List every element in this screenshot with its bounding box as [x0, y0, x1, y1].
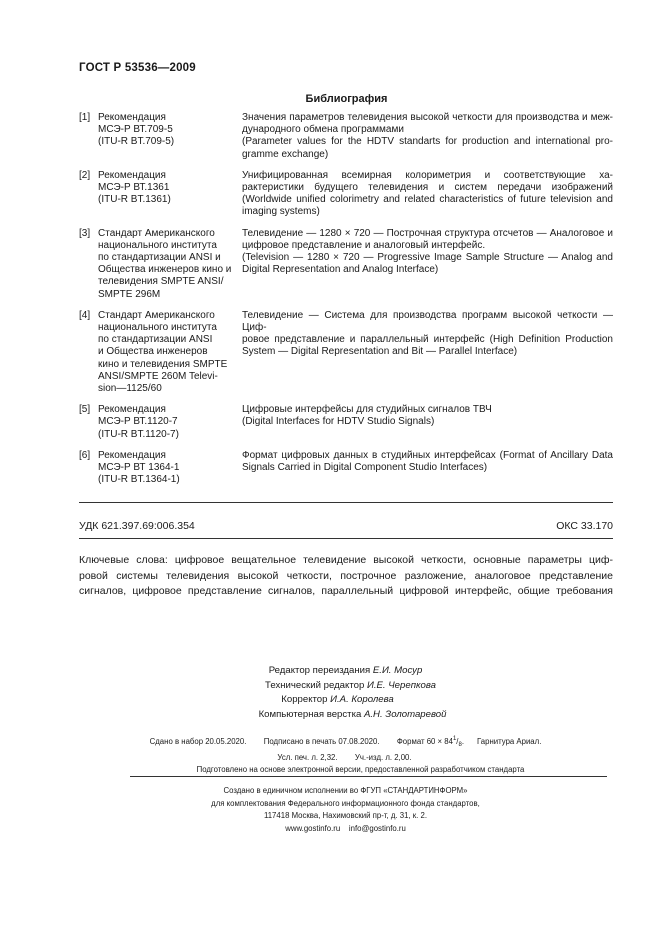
bibliography-entry [79, 404, 613, 441]
entry-description: Значения параметров телевидения высокой четкости для производства и меж- дународного обмена программами (Parameter values for the HDTV standarts for production and international pro- gramme exchange) [242, 112, 613, 160]
divider-rule [79, 538, 613, 539]
bibliography-entry [79, 310, 613, 395]
bibliography-entry [79, 228, 613, 301]
bibliography-entry [79, 170, 613, 219]
entry-number: [1] [79, 112, 91, 123]
credit-row: Редактор переиздания Е.И. Мосур [268, 665, 423, 676]
entry-source: Рекомендация МСЭ-Р ВТ 1364-1 (ITU-R BT.1364-1) [98, 449, 180, 486]
entry-source: Рекомендация МСЭ-Р ВТ.1361 (ITU-R BT.1361) [98, 169, 171, 206]
entry-number: [6] [79, 449, 91, 461]
keywords: Ключевые слова: цифровое вещательное телевидение высокой четкости, основные параметры циф- ровой системы телевидения высокой четкости, построчное разложение, аналоговое представление сигналов, цифровое представление сигналов, параллельный цифровой интерфейс, общие требования [79, 554, 613, 597]
entry-number: [4] [79, 309, 91, 321]
divider-rule [130, 776, 607, 777]
entry-description: Телевидение — 1280 × 720 — Построчная структура отсчетов — Аналоговое и цифровое представление и аналоговый интерфейс. (Television — 1280 × 720 — Progressive Image Sample Structure — Analog and Digital Representation and Analog Interface) [242, 227, 613, 276]
entry-description: Телевидение — Система для производства программ высокой четкости — Циф- ровое представление и параллельный интерфейс (High Definition Production System — Digital Representation and Bit — Parallel Interface) [242, 309, 613, 358]
entry-source: Рекомендация МСЭ-Р ВТ.709-5 (ITU-R BT.709-5) [98, 112, 175, 148]
credit-row: Технический редактор И.Е. Черепкова [265, 679, 436, 691]
entry-number: [3] [79, 227, 91, 239]
standard-header: ГОСТ Р 53536—2009 [79, 62, 196, 74]
print-info: Сдано в набор 20.05.2020. Подписано в печать 07.08.2020. Формат $60 \times 84^1/_8$. Гарнитура Ариал. Усл. печ. л. 2,32. Уч.-изд. л. 2,00. Подготовлено на основе электронной версии, предоставленной разработчиком стандарта [149, 736, 542, 774]
entry-description: Унифицированная всемирная колориметрия и соответствующие ха- рактеристики будущего телевидения и систем передачи изображений (Worldwide unified colorimetry and related characteristics of future television and imaging systems) [242, 169, 613, 218]
udk-code: УДК 621.397.69:006.354 [79, 520, 195, 532]
bibliography-entry [79, 450, 613, 487]
bibliography-title: Библиография [305, 93, 388, 105]
entry-source: Рекомендация МСЭ-Р ВТ.1120-7 (ITU-R BT.1120-7) [98, 404, 179, 440]
entry-source: Стандарт Американского национального института по стандартизации ANSI и Общества инженеров кино и телевидения SMPTE ANSI/SMPTE 260M Televi- sion—1125/60 [98, 309, 228, 395]
entry-number: [5] [79, 404, 91, 416]
entry-source: Стандарт Американского национального института по стандартизации ANSI и Общества инженеров кино и телевидения SMPTE ANSI/ SMPTE 296M [98, 227, 232, 300]
entry-description: Формат цифровых данных в студийных интерфейсах (Format of Ancillary Data Signals Carried in Digital Component Studio Interfaces) [242, 449, 613, 474]
divider-rule [79, 502, 613, 503]
oks-code: ОКС 33.170 [556, 520, 613, 532]
entry-description: Цифровые интерфейсы для студийных сигналов ТВЧ (Digital Interfaces for HDTV Studio Signals) [242, 404, 492, 428]
publisher-footer: Создано в единичном исполнении во ФГУП «СТАНДАРТИНФОРМ» для комплектования Федерального информационного фонда стандартов, 117418 Москва, Нахимовский пр-т, д. 31, к. 2. www.gostinfo.ru info@gostinfo.ru [211, 786, 480, 833]
credit-row: Корректор И.А. Королева [281, 694, 394, 706]
entry-number: [2] [79, 169, 91, 181]
bibliography-entry [79, 112, 613, 161]
credit-row: Компьютерная верстка А.Н. Золотаревой [258, 708, 447, 720]
editorial-credits [0, 664, 661, 722]
bibliography-list [79, 112, 613, 495]
